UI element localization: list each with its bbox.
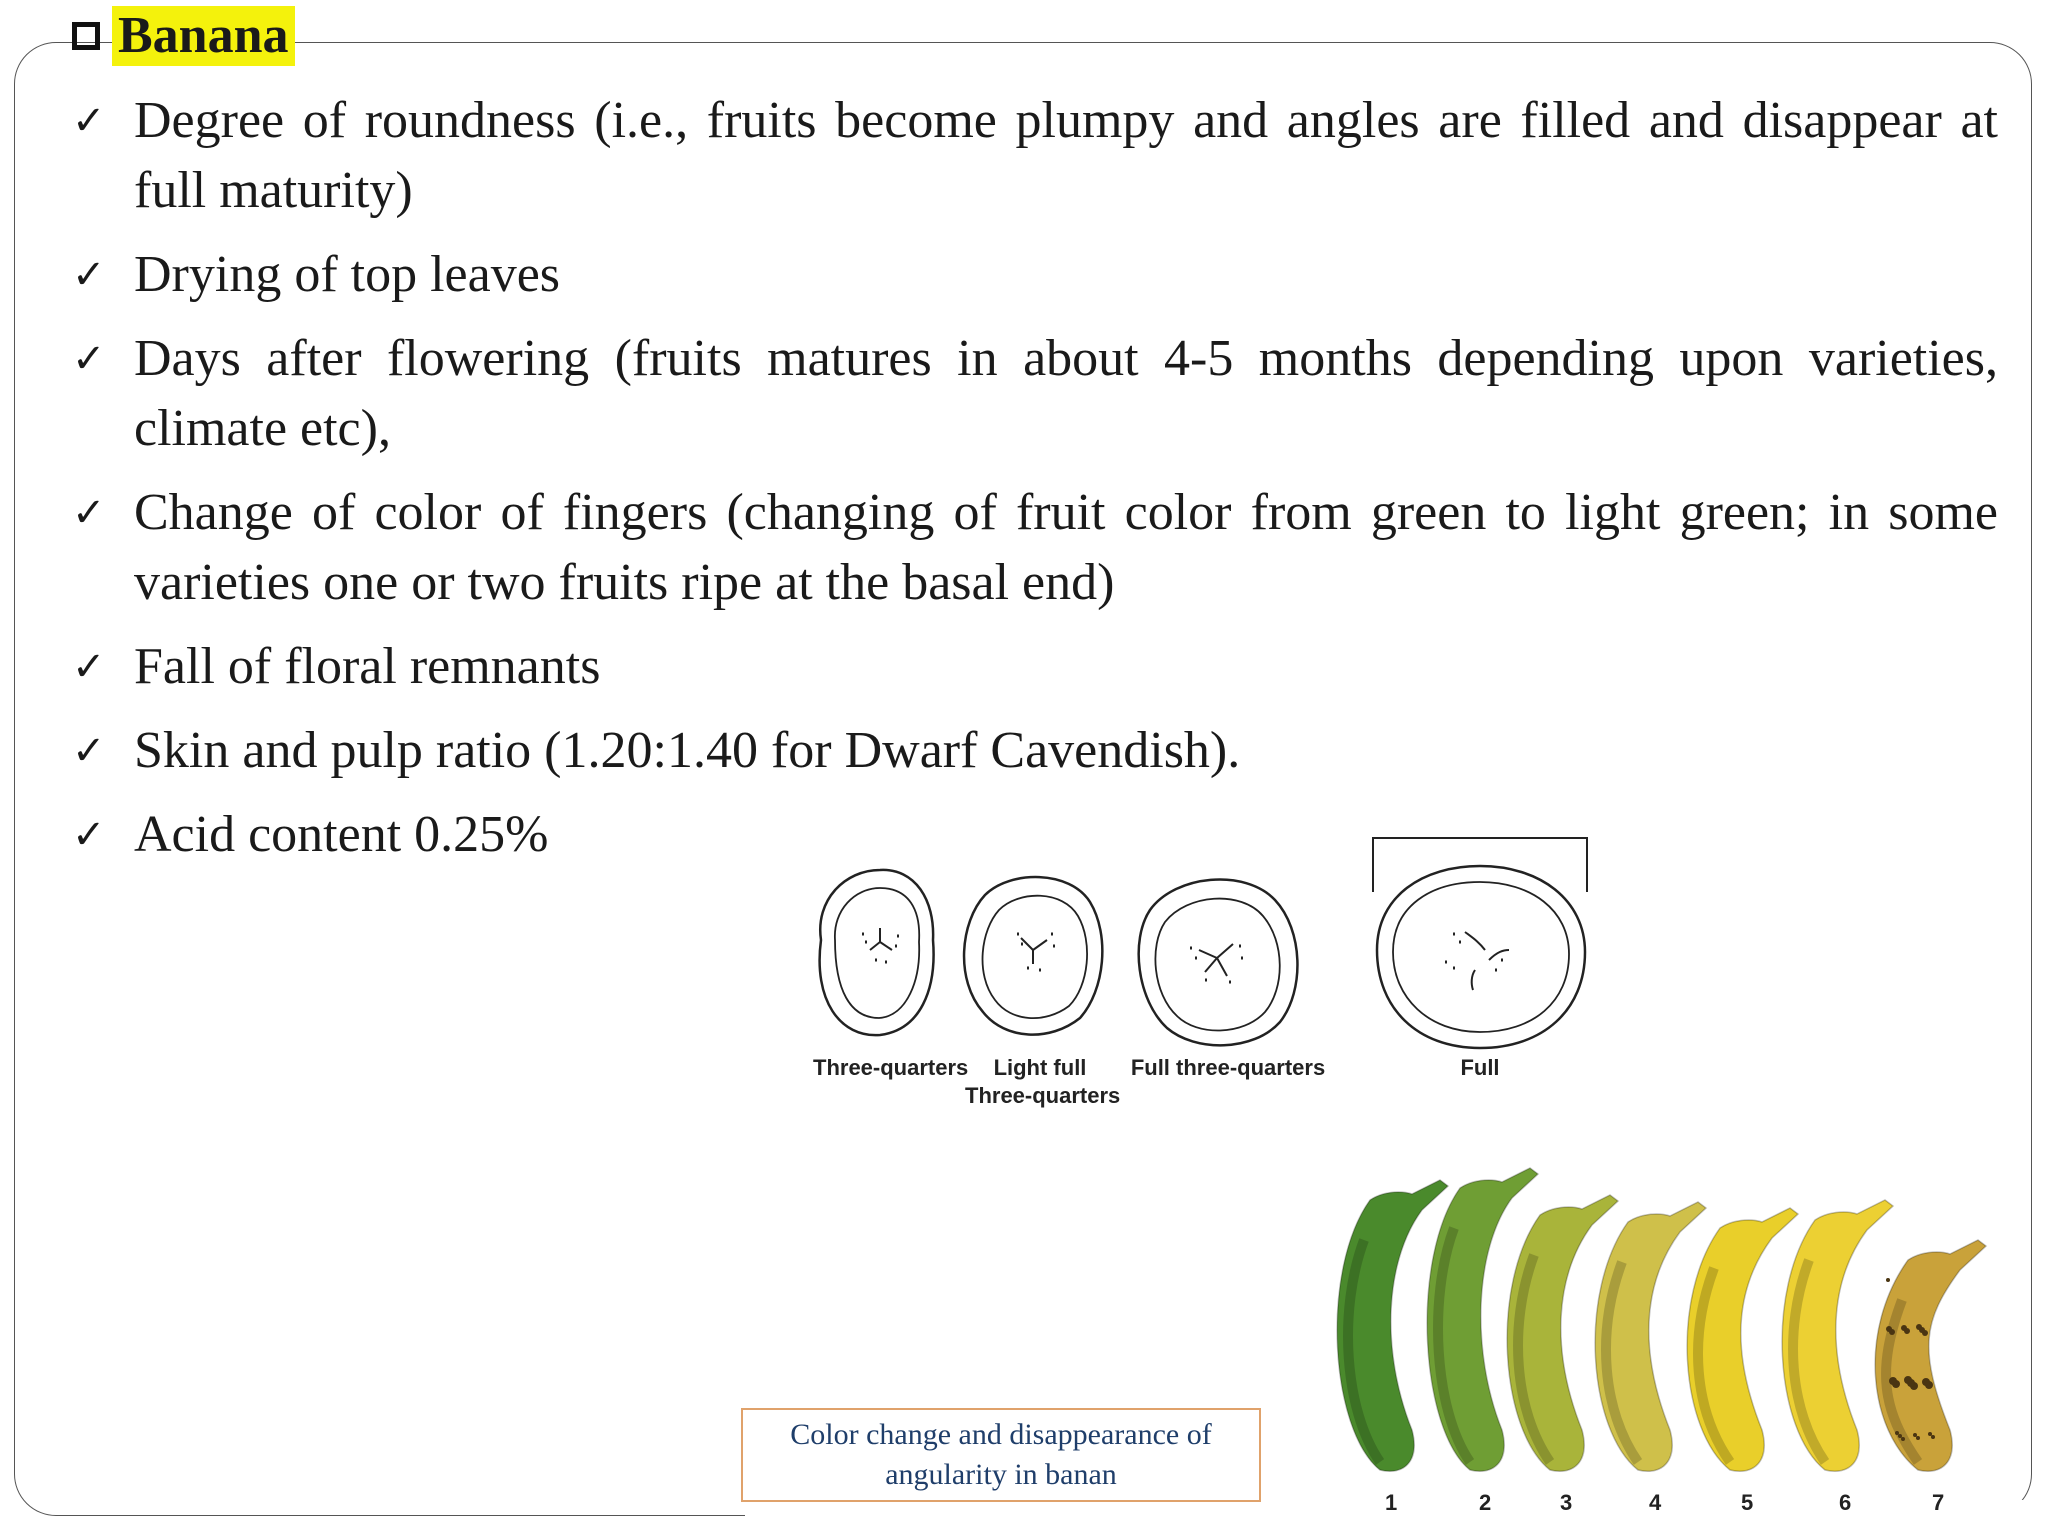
banana-stage-6	[1782, 1200, 1893, 1471]
cross-section-light-full	[964, 877, 1102, 1035]
stage-number-5: 5	[1741, 1490, 1754, 1515]
checkbox-icon	[72, 22, 100, 50]
list-item	[68, 478, 1998, 618]
check-icon: ✓	[72, 98, 106, 144]
heading-title: Banana	[112, 6, 295, 66]
list-item-text: Days after flowering (fruits matures in about 4-5 months depending upon varieties, climate etc),	[134, 330, 1998, 457]
list-item-text: Drying of top leaves	[134, 246, 561, 303]
check-icon: ✓	[72, 728, 106, 774]
stage-number-3: 3	[1560, 1490, 1573, 1515]
stage-number-1: 1	[1385, 1490, 1398, 1515]
angularity-figure	[805, 830, 1595, 1160]
list-item-text: Degree of roundness (i.e., fruits become plumpy and angles are filled and disappear at full maturity)	[134, 92, 1998, 219]
list-item-text: Change of color of fingers (changing of fruit color from green to light green; in some varieties one or two fruits ripe at the basal end)	[134, 484, 1998, 611]
cross-section-full	[1377, 866, 1585, 1048]
list-item	[68, 86, 1998, 226]
list-item	[68, 716, 1998, 786]
list-item	[68, 324, 1998, 464]
list-item-text: Acid content 0.25%	[134, 806, 549, 863]
banana-stage-7	[1875, 1240, 1986, 1471]
label-full: Full	[1460, 1055, 1500, 1080]
stage-number-2: 2	[1479, 1490, 1492, 1515]
label-three-quarters: Three-quarters	[813, 1055, 969, 1080]
stage-number-7: 7	[1932, 1490, 1945, 1515]
criteria-list	[68, 86, 1998, 884]
check-icon: ✓	[72, 812, 106, 858]
cross-section-full-three-quarters	[1139, 879, 1298, 1045]
check-icon: ✓	[72, 336, 106, 382]
banana-ripening-stages	[1300, 1140, 2020, 1510]
label-light-full-three-quarters: Light full Three-quarters	[965, 1055, 1121, 1108]
list-item-text: Fall of floral remnants	[134, 638, 601, 695]
list-item	[68, 240, 1998, 310]
check-icon: ✓	[72, 644, 106, 690]
section-heading	[72, 4, 295, 68]
list-item-text: Skin and pulp ratio (1.20:1.40 for Dwarf Cavendish).	[134, 722, 1241, 779]
cross-section-drawings	[805, 830, 1595, 1130]
cross-section-three-quarters	[820, 870, 934, 1035]
check-icon: ✓	[72, 490, 106, 536]
figure-caption: Color change and disappearance of angularity in banan	[741, 1408, 1261, 1502]
list-item	[68, 632, 1998, 702]
stage-number-4: 4	[1649, 1490, 1662, 1515]
stage-number-6: 6	[1839, 1490, 1852, 1515]
check-icon: ✓	[72, 252, 106, 298]
label-full-three-quarters: Full three-quarters	[1130, 1055, 1326, 1080]
